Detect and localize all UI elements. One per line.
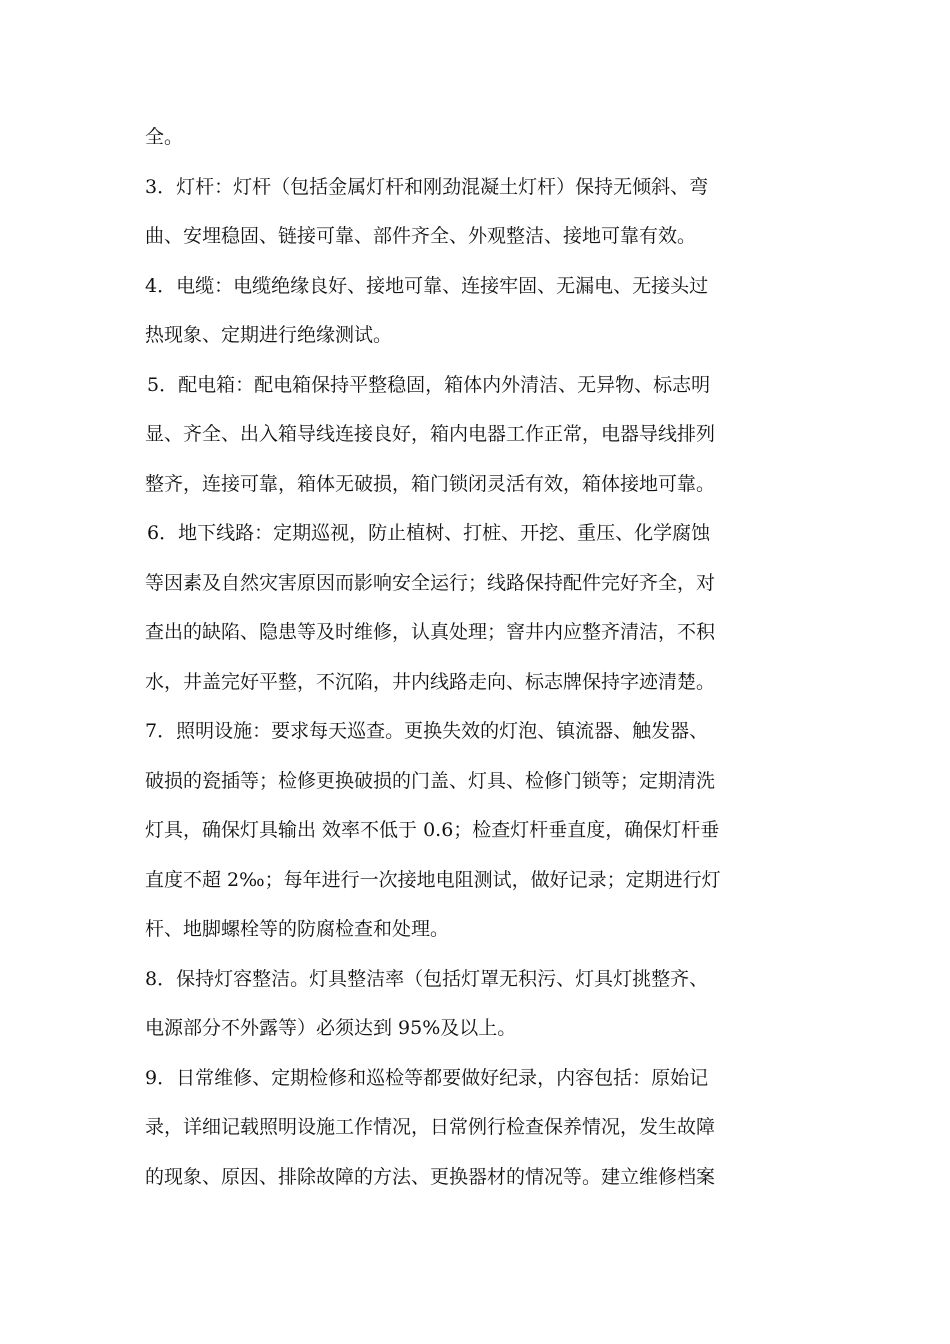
text-line: 6．地下线路：定期巡视，防止植树、打桩、开挖、重压、化学腐蚀	[147, 522, 711, 544]
text-line: 直度不超 2‰；每年进行一次接地电阻测试，做好记录；定期进行灯	[145, 868, 721, 891]
text-line: 录，详细记载照明设施工作情况，日常例行检查保养情况，发生故障	[145, 1116, 716, 1138]
text-line: 灯具，确保灯具输出 效率不低于 0.6；检查灯杆垂直度，确保灯杆垂	[145, 819, 720, 841]
text-line: 4．电缆：电缆绝缘良好、接地可靠、连接牢固、无漏电、无接头过	[145, 274, 709, 297]
text-line: 7．照明设施：要求每天巡查。更换失效的灯泡、镇流器、触发器、	[145, 720, 709, 742]
text-line: 查出的缺陷、隐患等及时维修，认真处理；窨井内应整齐清洁，不积	[145, 621, 716, 643]
text-line: 整齐，连接可靠，箱体无破损，箱门锁闭灵活有效，箱体接地可靠。	[145, 472, 716, 495]
text-line: 的现象、原因、排除故障的方法、更换器材的情况等。建立维修档案	[145, 1165, 716, 1188]
text-line: 显、齐全、出入箱导线连接良好，箱内电器工作正常，电器导线排列	[145, 423, 716, 445]
text-line: 热现象、定期进行绝缘测试。	[145, 324, 393, 346]
text-line: 破损的瓷插等；检修更换破损的门盖、灯具、检修门锁等；定期清洗	[145, 769, 716, 792]
text-line: 电源部分不外露等）必须达到 95%及以上。	[145, 1017, 517, 1039]
text-line: 3．灯杆：灯杆（包括金属灯杆和刚劲混凝土灯杆）保持无倾斜、弯	[145, 175, 709, 198]
text-line: 全。	[145, 126, 184, 148]
text-line: 5．配电箱：配电箱保持平整稳固，箱体内外清洁、无异物、标志明	[147, 373, 711, 396]
text-line: 水，井盖完好平整，不沉陷，井内线路走向、标志牌保持字迹清楚。	[145, 670, 716, 693]
text-line: 8．保持灯容整洁。灯具整洁率（包括灯罩无积污、灯具灯挑整齐、	[145, 967, 709, 990]
text-line: 9．日常维修、定期检修和巡检等都要做好纪录，内容包括：原始记	[145, 1066, 709, 1089]
text-line: 杆、地脚螺栓等的防腐检查和处理。	[145, 918, 450, 940]
document-body	[145, 113, 815, 1202]
text-line: 曲、安埋稳固、链接可靠、部件齐全、外观整洁、接地可靠有效。	[145, 225, 697, 247]
text-line: 等因素及自然灾害原因而影响安全运行；线路保持配件完好齐全，对	[145, 571, 716, 594]
